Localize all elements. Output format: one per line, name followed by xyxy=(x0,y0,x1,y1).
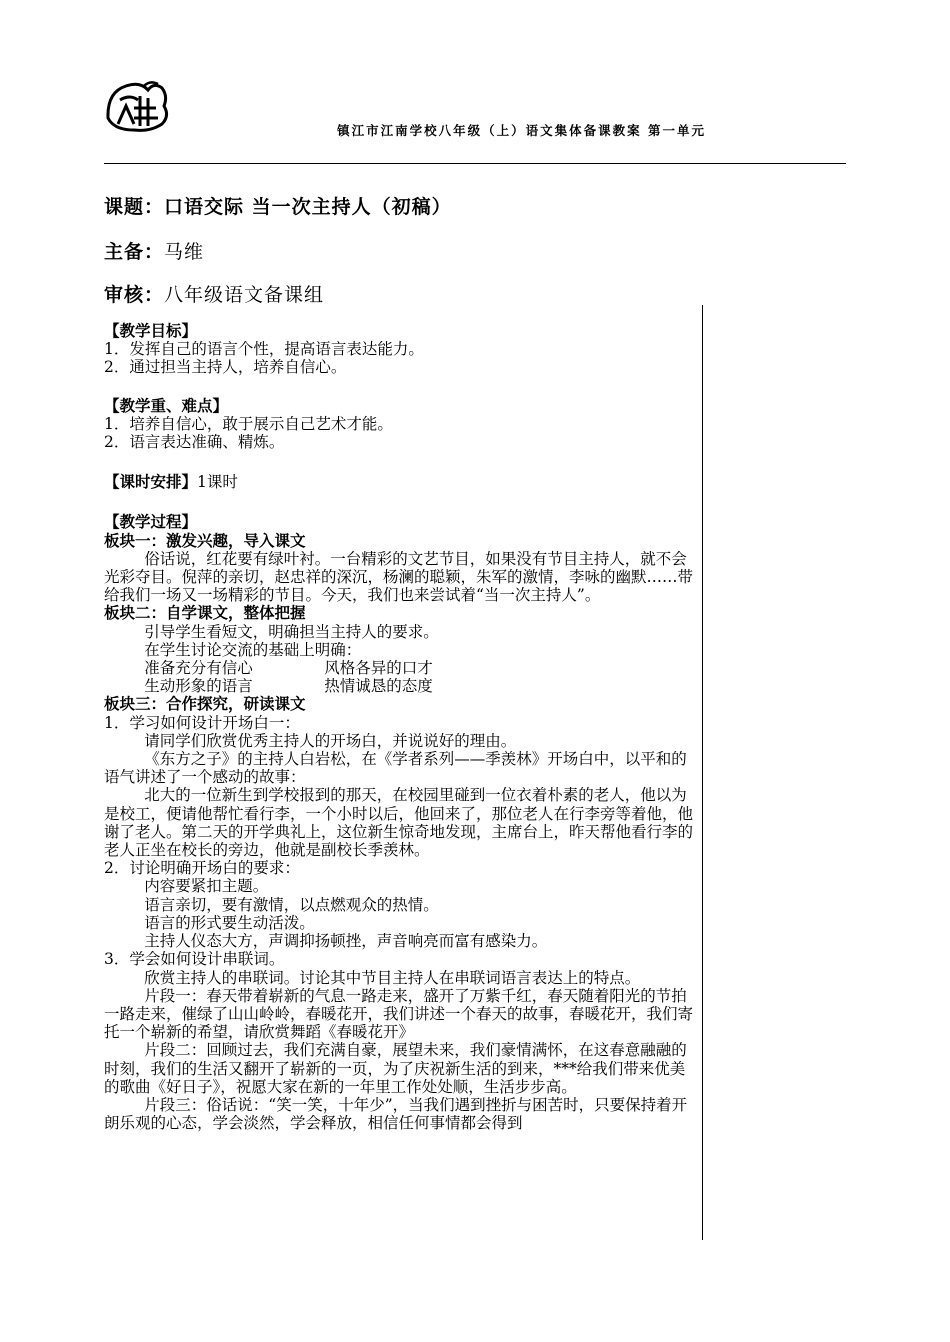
paragraph: 北大的一位新生到学校报到的那天，在校园里碰到一位衣着朴素的老人，他以为是校工，便请他帮忙看行李，一个小时以后，他回来了，那位老人在行李旁等着他，他谢了老人。第二天的开学典礼上，这位新生惊奇地发现，主席台上，昨天帮他看行李的老人正坐在校长的旁边，他就是副校长季羡林。 xyxy=(104,786,694,860)
numbered-item: 1．学习如何设计开场白一： xyxy=(104,713,300,732)
requirement-item: 热情诚恳的态度 xyxy=(324,677,433,696)
section-one-paragraph: 俗话说，红花要有绿叶衬。一台精彩的文艺节目，如果没有节目主持人，就不会光彩夺目。倪萍的亲切，赵忠祥的深沉，杨澜的聪颖，朱军的激情，李咏的幽默……带给我们一场又一场精彩的节目。今天，我们也来尝试着“当一次主持人”。 xyxy=(104,549,694,605)
paragraph: 欣赏主持人的串联词。讨论其中节目主持人在串联词语言表达上的特点。 xyxy=(144,968,641,987)
goal-item: 1．发挥自己的语言个性，提高语言表达能力。 xyxy=(104,340,424,359)
schedule-heading: 【课时安排】 xyxy=(104,472,198,492)
requirement-line: 语言的形式要生动活泼。 xyxy=(144,913,315,932)
requirement-line: 内容要紧扣主题。 xyxy=(144,877,269,896)
requirement-line: 主持人仪态大方，声调抑扬顿挫，声音响亮而富有感染力。 xyxy=(144,932,548,951)
topic-line xyxy=(104,192,452,219)
section-two-paragraph: 引导学生看短文，明确担当主持人的要求。 xyxy=(144,622,439,641)
topic-label: 课题： xyxy=(104,196,165,218)
review-label: 审核： xyxy=(104,284,165,306)
fragment-paragraph: 片段一：春天带着崭新的气息一路走来，盛开了万紫千红，春天随着阳光的节拍一路走来，催绿了山山岭岭，春暖花开，我们讲述一个春天的故事，春暖花开，我们寄托一个崭新的希望，请欣赏舞蹈《春暖花开》 xyxy=(104,986,694,1042)
goal-item: 2．通过担当主持人，培养自信心。 xyxy=(104,358,347,377)
column-divider xyxy=(702,305,703,1240)
section-two-title: 板块二：自学课文，整体把握 xyxy=(104,603,306,623)
author-label: 主备： xyxy=(104,241,165,263)
paragraph: 请同学们欣赏优秀主持人的开场白，并说说好的理由。 xyxy=(144,731,517,750)
process-heading: 【教学过程】 xyxy=(104,512,198,532)
requirement-item: 风格各异的口才 xyxy=(324,659,433,678)
section-two-paragraph: 在学生讨论交流的基础上明确： xyxy=(144,640,362,659)
schedule-line xyxy=(104,473,696,491)
numbered-item: 2．讨论明确开场白的要求： xyxy=(104,859,300,878)
review-value: 八年级语文备课组 xyxy=(164,284,325,306)
fragment-paragraph: 片段三：俗话说：“笑一笑，十年少”，当我们遇到挫折与困苦时，只要保持着开朗乐观的心态，学会淡然，学会释放，相信任何事情都会得到 xyxy=(104,1095,688,1133)
section-one-title: 板块一：激发兴趣，导入课文 xyxy=(104,530,306,550)
requirement-line: 语言亲切，要有激情，以点燃观众的热情。 xyxy=(144,895,439,914)
fragment-paragraph: 片段二：回顾过去，我们充满自豪，展望未来，我们豪情满怀，在这春意融融的时刻，我们的生活又翻开了崭新的一页，为了庆祝新生活的到来，***给我们带来优美的歌曲《好日子》，祝愿大家在新的一年里工作处处顺，生活步步高。 xyxy=(104,1041,687,1096)
requirement-item: 准备充分有信心 xyxy=(144,659,253,678)
requirement-item: 生动形象的语言 xyxy=(144,677,253,696)
topic-value: 口语交际 当一次主持人（初稿） xyxy=(164,196,452,218)
requirement-row xyxy=(104,677,696,695)
lesson-body xyxy=(104,322,696,1132)
author-line xyxy=(104,237,204,264)
header-divider xyxy=(104,163,846,164)
requirement-row xyxy=(104,659,696,677)
document-header: 镇江市江南学校八年级（上）语文集体备课教案 第一单元 xyxy=(337,123,706,138)
paragraph: 《东方之子》的主持人白岩松，在《学者系列——季羡林》开场白中，以平和的语气讲述了一个感动的故事： xyxy=(104,750,687,787)
keypoint-item: 2．语言表达准确、精炼。 xyxy=(104,433,285,452)
keypoint-item: 1．培养自信心，敢于展示自己艺术才能。 xyxy=(104,414,393,433)
author-value: 马维 xyxy=(164,241,205,263)
schedule-value: 1课时 xyxy=(197,473,238,492)
review-line xyxy=(104,280,324,307)
goals-heading: 【教学目标】 xyxy=(104,321,198,340)
keypoints-heading: 【教学重、难点】 xyxy=(104,395,229,415)
section-three-title: 板块三：合作探究，研读课文 xyxy=(104,694,306,714)
numbered-item: 3．学会如何设计串联词。 xyxy=(104,950,285,969)
